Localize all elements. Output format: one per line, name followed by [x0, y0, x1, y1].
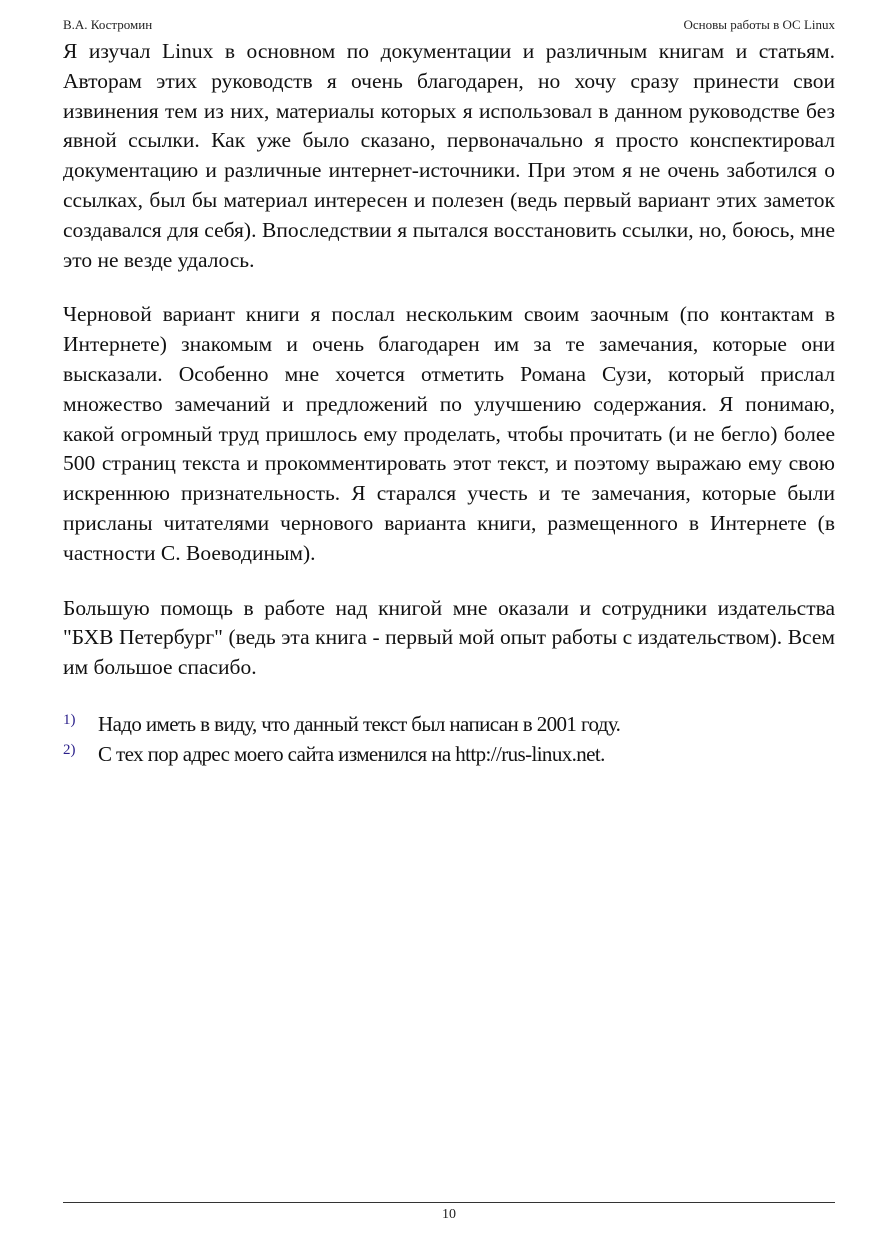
- footnote-text: Надо иметь в виду, что данный текст был написан в 2001 году.: [98, 711, 621, 736]
- footnote-text: С тех пор адрес моего сайта изменился на http://rus-linux.net.: [98, 741, 605, 766]
- footnote-number: 1): [63, 711, 76, 728]
- footnote: [63, 709, 835, 739]
- body-paragraph: Черновой вариант книги я послал нескольким своим заочным (по контактам в Интернете) знакомым и очень благодарен им за те замечания, которые они высказали. Особенно мне хочется отметить Романа Сузи, который прислал множество замечаний и предложений по улучшению содержания. Я понимаю, какой огромный труд пришлось ему проделать, чтобы прочитать (и не бегло) более 500 страниц текста и прокомментировать этот текст, и поэтому выражаю ему свою искреннюю признательность. Я старался учесть и те замечания, которые были присланы читателями чернового варианта книги, размещенного в Интернете (в частности С. Воеводиным).: [63, 302, 835, 565]
- body-paragraph: Я изучал Linux в основном по документации и различным книгам и статьям. Авторам этих руководств я очень благодарен, но хочу сразу принести свои извинения тем из них, материалы которых я использовал в данном руководстве без явной ссылки. Как уже было сказано, первоначально я просто конспектировал документацию и различные интернет-источники. При этом я не очень заботился о ссылках, был бы материал интересен и полезен (ведь первый вариант этих заметок создавался для себя). Впоследствии я пытался восстановить ссылки, но, боюсь, мне это не везде удалось.: [63, 39, 835, 272]
- page-number: 10: [442, 1207, 456, 1222]
- page-body: [63, 37, 835, 769]
- header-book-title: Основы работы в ОС Linux: [683, 17, 835, 32]
- page-header: [63, 16, 835, 34]
- footnote: [63, 739, 835, 769]
- footer-divider: [63, 1202, 835, 1203]
- footnote-number: 2): [63, 741, 76, 758]
- body-paragraph: Большую помощь в работе над книгой мне оказали и сотрудники издательства "БХВ Петербург" (ведь эта книга - первый мой опыт работы с издательством). Всем им большое спасибо.: [63, 595, 835, 680]
- header-author: В.А. Костромин: [63, 17, 153, 32]
- footnotes-list: [63, 709, 835, 769]
